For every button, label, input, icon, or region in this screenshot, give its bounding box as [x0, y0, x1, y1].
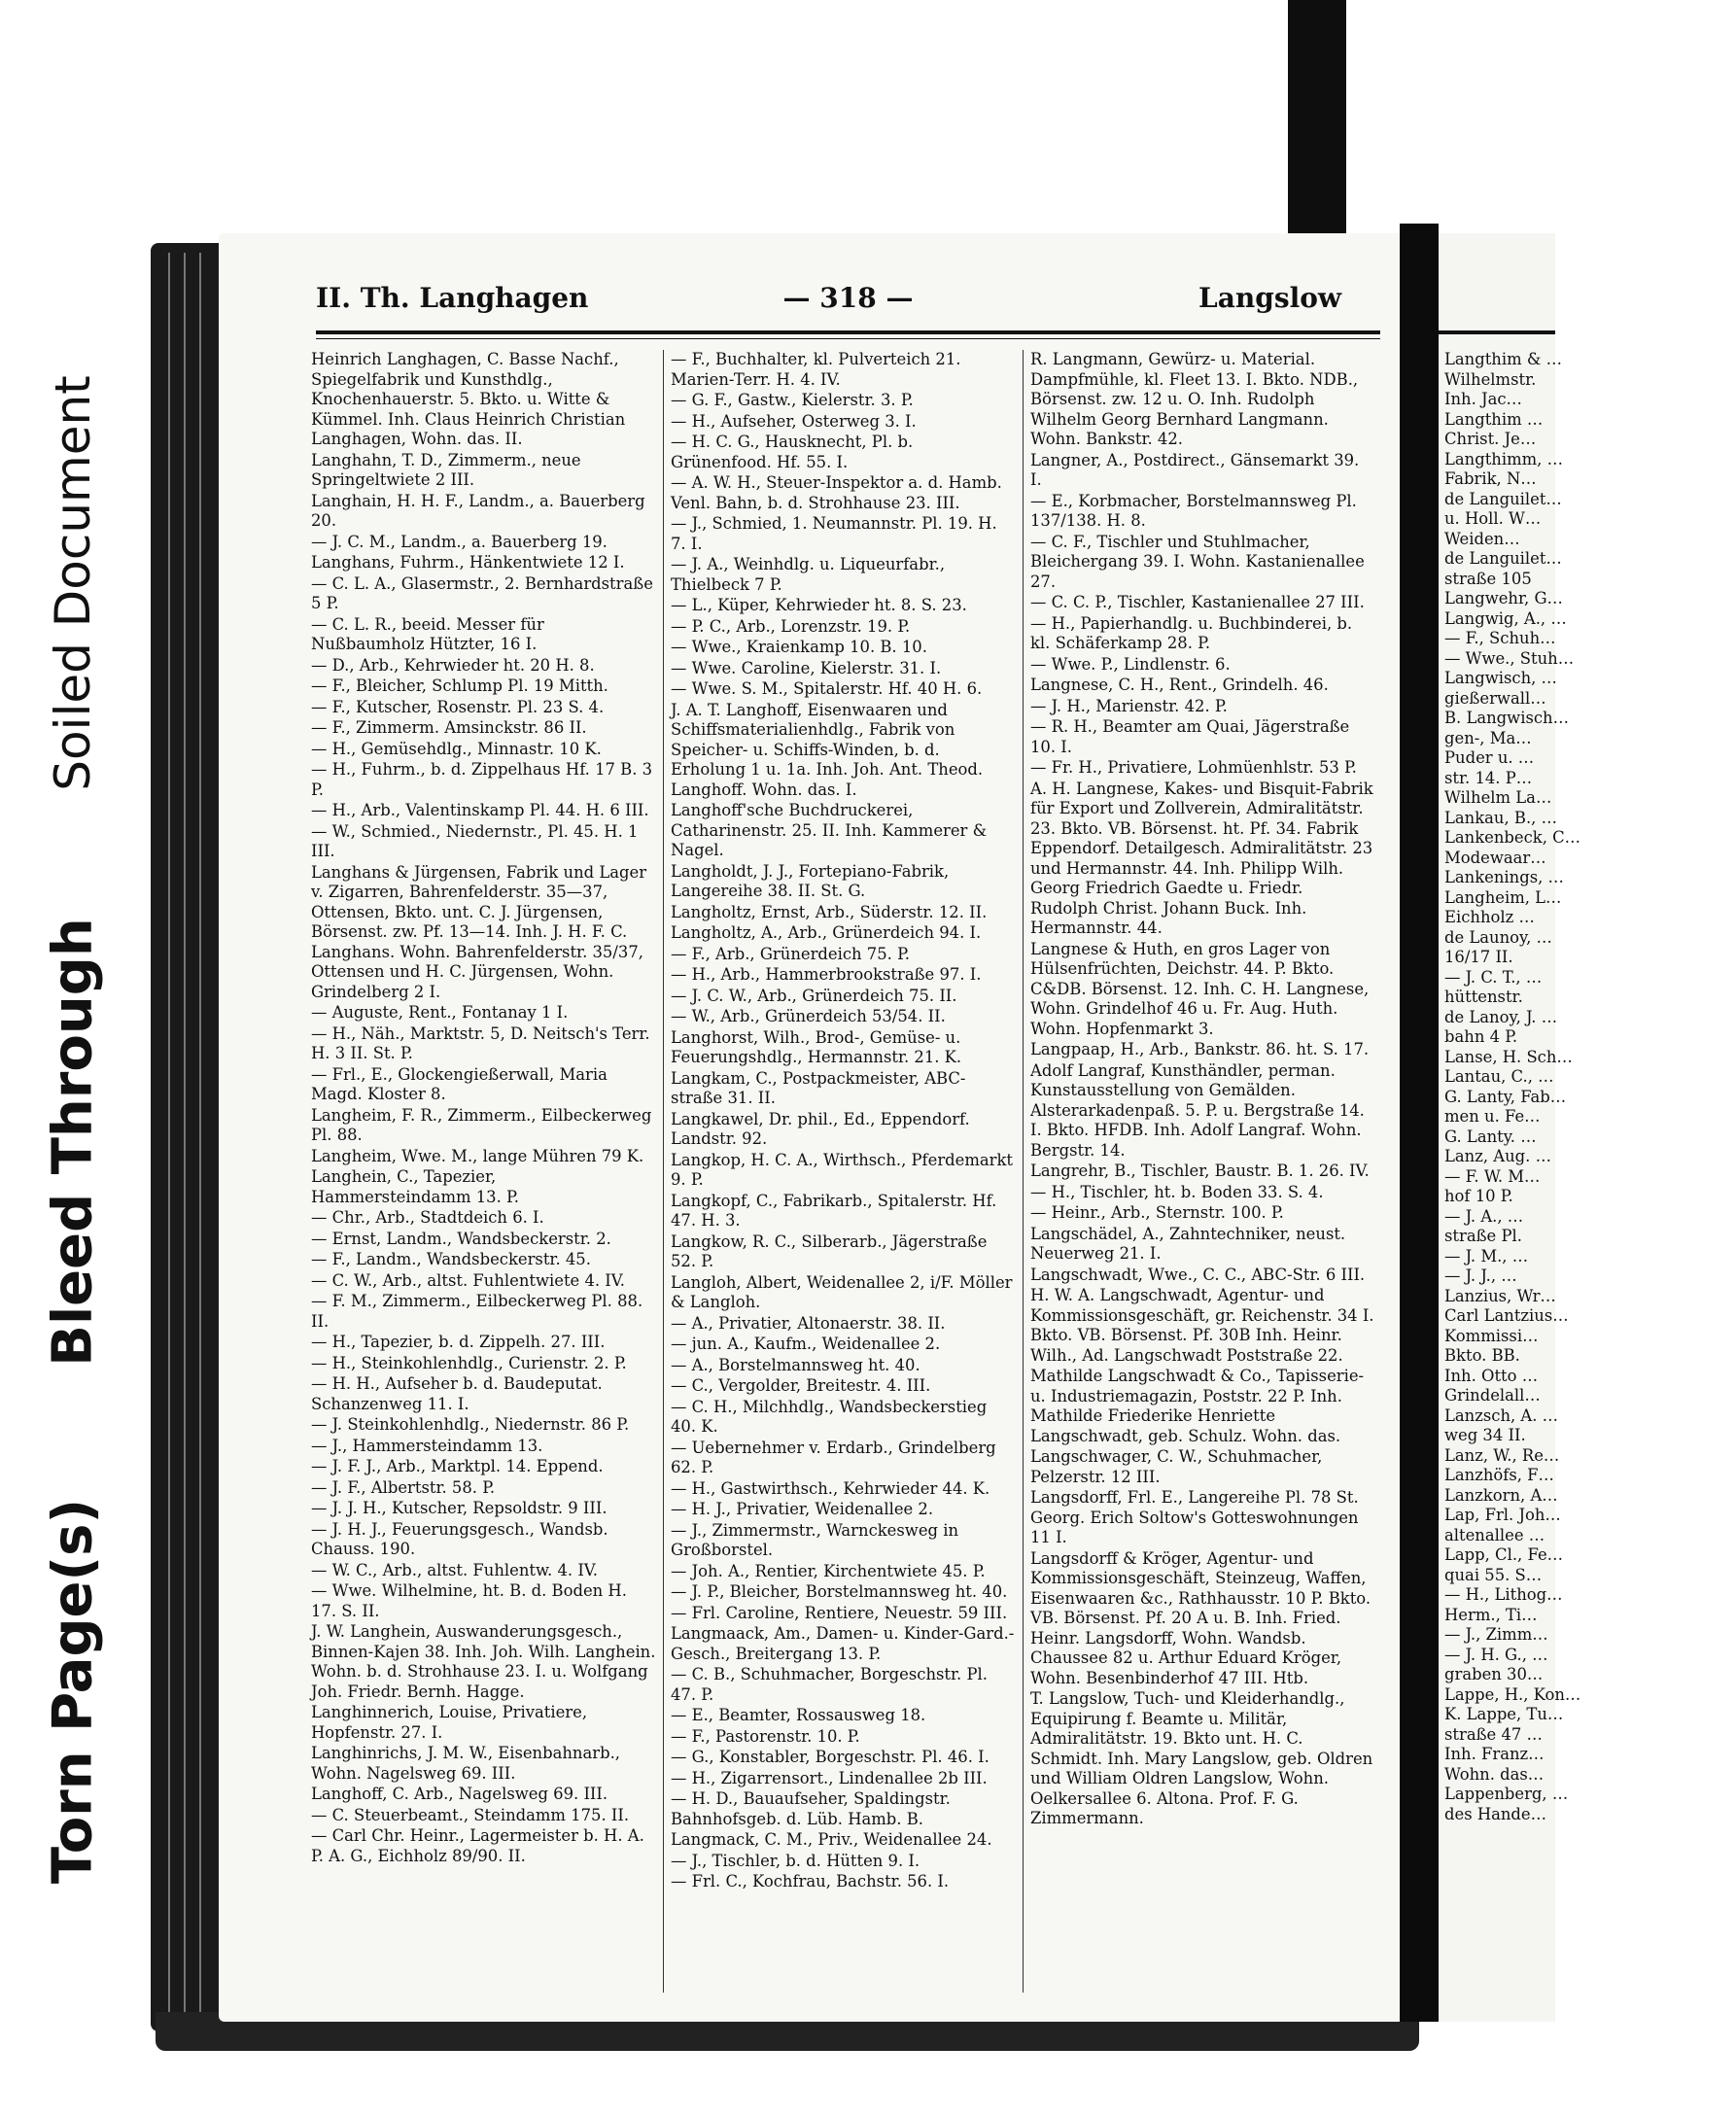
next-page-line: hüttenstr. [1444, 988, 1523, 1006]
directory-entry: Langhans, Fuhrm., Hänkentwiete 12 I. [311, 553, 625, 572]
directory-entry: — H., Näh., Marktstr. 5, D. Neitsch's Terr. H. 3 II. St. P. [311, 1023, 650, 1062]
book-gutter [1400, 224, 1439, 2022]
next-page-line: Lankenbeck, C… [1444, 828, 1581, 847]
directory-entry: — C., Vergolder, Breitestr. 4. III. [671, 1376, 931, 1395]
directory-entry: — J. J. H., Kutscher, Repsoldstr. 9 III. [311, 1499, 608, 1517]
directory-entry: — C. L. R., beeid. Messer für Nußbaumholz Hützter, 16 I. [311, 614, 544, 653]
directory-entry: — Heinr., Arb., Sternstr. 100. P. [1030, 1203, 1284, 1222]
directory-entry: — F., Bleicher, Schlump Pl. 19 Mitth. [311, 676, 608, 695]
next-page-line: Lanzsch, A. … [1444, 1405, 1559, 1425]
directory-entry: Langheim, F. R., Zimmerm., Eilbeckerweg Pl. 88. [311, 1105, 652, 1144]
directory-entry: Langschwadt, Wwe., C. C., ABC-Str. 6 III. [1030, 1265, 1366, 1284]
directory-entry: Langholtz, Ernst, Arb., Süderstr. 12. II. [671, 902, 988, 921]
next-page-line: de Languilet… [1444, 489, 1562, 508]
directory-entry: — H., Steinkohlenhdlg., Curienstr. 2. P. [311, 1353, 627, 1372]
next-page-line: Lap, Frl. Joh… [1444, 1506, 1561, 1524]
directory-entry: — Chr., Arb., Stadtdeich 6. I. [311, 1208, 544, 1227]
next-page-line: — Wwe., Stuh… [1444, 648, 1575, 668]
header-rule [316, 330, 1380, 334]
directory-entry: — J. H. J., Feuerungsgesch., Wandsb. Chauss. 190. [311, 1519, 608, 1558]
directory-entry: R. Langmann, Gewürz- u. Material. Dampfmühle, kl. Fleet 13. I. Bkto. NDB., Börsenst. zw. 12 u. O. Inh. Rudolph Wilhelm Georg Bernhard Langmann. Wohn. Bankstr. 42. [1030, 350, 1359, 448]
directory-entry: Langhorst, Wilh., Brod-, Gemüse- u. Feuerungshdlg., Hermannstr. 21. K. [671, 1027, 962, 1066]
bleed-through-label: Bleed Through [41, 918, 105, 1367]
directory-entry: T. Langslow, Tuch- und Kleiderhandlg., Equipirung f. Beamte u. Militär, Admiralitätstr. 19. Bkto unt. H. C. Schmidt. Inh. Mary Langslow, geb. Oldren und William Oldren Langslow, Wohn. Oelkersallee 6. Altona. Prof. F. G. Zimmermann. [1030, 1689, 1373, 1827]
next-page-line: G. Lanty, Fab… [1444, 1087, 1567, 1106]
directory-entry: — Frl., E., Glockengießerwall, Maria Magd. Kloster 8. [311, 1064, 608, 1103]
scanner-margin [0, 0, 146, 2116]
column-3 [1030, 350, 1375, 2002]
next-page-line: Wilhelm La… [1444, 788, 1552, 807]
next-page-line: Weiden… [1444, 529, 1520, 548]
directory-entry: — H., Arb., Valentinskamp Pl. 44. H. 6 III. [311, 801, 649, 819]
next-page-line: Langwig, A., … [1444, 608, 1567, 628]
directory-entry: — C. L. A., Glasermstr., 2. Bernhardstraße 5 P. [311, 573, 653, 612]
directory-entry: — G. F., Gastw., Kielerstr. 3. P. [671, 391, 914, 409]
directory-entry: A. H. Langnese, Kakes- und Bisquit-Fabrik für Export und Zollverein, Admiralitätstr. 23. Bkto. VB. Börsenst. ht. Pf. 34. Fabrik Eppendorf. Detailgesch. Admiralitätstr. 23 und Hermannstr. 44. Inh. Philipp Wilh. Georg Friedrich Gaedte u. Friedr. Rudolph Christ. Johann Buck. Inh. Hermannstr. 44. [1030, 779, 1373, 937]
next-page-line: — J. M., … [1444, 1246, 1529, 1266]
directory-entry: Langhinrichs, J. M. W., Eisenbahnarb., Wohn. Nagelsweg 69. III. [311, 1744, 621, 1783]
next-page-line: — J., Zimm… [1444, 1625, 1548, 1644]
directory-entry: Langkop, H. C. A., Wirthsch., Pferdemarkt 9. P. [671, 1150, 1014, 1189]
next-page-line: weg 34 II. [1444, 1426, 1526, 1444]
directory-entry: Langholtz, A., Arb., Grünerdeich 94. I. [671, 923, 982, 942]
directory-entry: — Joh. A., Rentier, Kirchentwiete 45. P. [671, 1561, 986, 1580]
next-page-line: quai 55. S… [1444, 1565, 1543, 1584]
directory-entry: — H. C. G., Hausknecht, Pl. b. Grünenfood. Hf. 55. I. [671, 433, 914, 471]
directory-entry: — C. B., Schuhmacher, Borgeschstr. Pl. 47. P. [671, 1665, 988, 1704]
next-page-line: altenallee … [1444, 1525, 1545, 1544]
directory-entry: Langkopf, C., Fabrikarb., Spitalerstr. Hf. 47. H. 3. [671, 1191, 997, 1230]
next-page-header-rule [1439, 330, 1555, 334]
next-page-lines [1444, 350, 1736, 1824]
column-2 [671, 350, 1016, 2002]
directory-entry: — J. C. M., Landm., a. Bauerberg 19. [311, 532, 608, 551]
next-page-line: Wohn. das… [1444, 1764, 1545, 1784]
directory-entry: Langrehr, B., Tischler, Baustr. B. 1. 26. IV. [1030, 1162, 1370, 1180]
next-page-line: des Hande… [1444, 1804, 1547, 1823]
directory-entry: — J. H., Marienstr. 42. P. [1030, 696, 1228, 715]
directory-entry: — Carl Chr. Heinr., Lagermeister b. H. A. P. A. G., Eichholz 89/90. II. [311, 1826, 644, 1865]
directory-entry: Langhein, C., Tapezier, Hammersteindamm 13. P. [311, 1167, 519, 1206]
directory-entry: Langmack, C. M., Priv., Weidenallee 24. [671, 1830, 992, 1849]
directory-entry: — F., Zimmerm. Amsinckstr. 86 II. [311, 718, 587, 737]
next-page-line: B. Langwisch… [1444, 709, 1569, 727]
next-page-line: — J. H. G., … [1444, 1645, 1548, 1664]
directory-entry: — C. W., Arb., altst. Fuhlentwiete 4. IV. [311, 1270, 625, 1290]
directory-entry: — Uebernehmer v. Erdarb., Grindelberg 62. P. [671, 1438, 996, 1476]
header-rule-thin [316, 338, 1380, 339]
next-page-line: Lappenberg, … [1444, 1785, 1569, 1803]
directory-entry: — H., Gemüsehdlg., Minnastr. 10 K. [311, 739, 602, 758]
next-page-line: graben 30… [1444, 1665, 1544, 1683]
directory-entry: — H., Fuhrm., b. d. Zippelhaus Hf. 17 B. 3 P. [311, 760, 653, 799]
directory-entry: Langkam, C., Postpackmeister, ABC-straße 31. II. [671, 1068, 966, 1107]
directory-entry: — Wwe. Caroline, Kielerstr. 31. I. [671, 658, 942, 677]
next-page-line: Langwisch, … [1444, 669, 1557, 687]
next-page-line: Christ. Je… [1444, 430, 1537, 448]
next-page-line: 16/17 II. [1444, 948, 1513, 966]
soiled-document-label: Soiled Document [45, 375, 101, 791]
directory-entry: — C. F., Tischler und Stuhlmacher, Bleichergang 39. I. Wohn. Kastanienallee 27. [1030, 532, 1365, 591]
directory-entry: — J. F. J., Arb., Marktpl. 14. Eppend. [311, 1457, 604, 1475]
column-divider [1023, 350, 1024, 1993]
next-page-line: Grindelall… [1444, 1386, 1541, 1405]
directory-entry: — H., Tischler, ht. b. Boden 33. S. 4. [1030, 1182, 1324, 1201]
next-page-line: Herm., Ti… [1444, 1605, 1538, 1624]
next-page-line: Inh. Jac… [1444, 390, 1522, 408]
directory-entry: Langkawel, Dr. phil., Ed., Eppendorf. Landstr. 92. [671, 1109, 970, 1148]
directory-entry: Langsdorff & Kröger, Agentur- und Kommissionsgeschäft, Steinzeug, Waffen, Eisenwaaren &c., Rathhausstr. 10 P. Bkto. VB. Börsenst. Pf. 20 A u. B. Inh. Fried. Heinr. Langsdorff, Wohn. Wandsb. Chaussee 82 u. Arthur Eduard Kröger, Wohn. Besenbinderhof 47 III. Htb. [1030, 1548, 1371, 1687]
directory-entry: H. W. A. Langschwadt, Agentur- und Kommissionsgeschäft, gr. Reichenstr. 34 I. Bkto. VB. Börsenst. Pf. 30B Inh. Heinr. Wilh., Ad. Langschwadt Poststraße 22. [1030, 1286, 1374, 1365]
running-header [316, 282, 1380, 321]
directory-entry: — Frl. Caroline, Rentiere, Neuestr. 59 III. [671, 1603, 1008, 1622]
page-number: — 318 — [782, 282, 914, 314]
directory-entry: — J., Schmied, 1. Neumannstr. Pl. 19. H. 7. I. [671, 514, 997, 553]
directory-entry: — Auguste, Rent., Fontanay 1 I. [311, 1003, 569, 1022]
directory-entry: — G., Konstabler, Borgeschstr. Pl. 46. I. [671, 1748, 990, 1766]
next-page-line: Lanse, H. Sch… [1444, 1047, 1573, 1066]
directory-entry: — H., Tapezier, b. d. Zippelh. 27. III. [311, 1333, 606, 1351]
directory-page [219, 233, 1400, 2022]
directory-entry: — J., Tischler, b. d. Hütten 9. I. [671, 1851, 920, 1870]
column-divider [663, 350, 664, 1993]
next-page-line: de Languilet… [1444, 549, 1562, 568]
directory-entry: Langhain, H. H. F., Landm., a. Bauerberg 20. [311, 491, 645, 530]
next-page-line: — J. J., … [1444, 1266, 1517, 1285]
torn-pages-label: Torn Page(s) [41, 1498, 105, 1885]
directory-entry: Langsdorff, Frl. E., Langereihe Pl. 78 St. Georg. Erich Soltow's Gotteswohnungen 11 I. [1030, 1488, 1359, 1546]
next-page-line: straße 47 … [1444, 1724, 1543, 1744]
directory-entry: — J., Zimmermstr., Warnckesweg in Großborstel. [671, 1520, 959, 1559]
directory-entry: — J. A., Weinhdlg. u. Liqueurfabr., Thielbeck 7 P. [671, 555, 946, 594]
next-page-line: Puder u. … [1444, 748, 1535, 767]
next-page-line: — F., Schuh… [1444, 629, 1556, 647]
next-page-line: — J. C. T., … [1444, 967, 1543, 987]
directory-entry: — J. P., Bleicher, Borstelmannsweg ht. 40. [671, 1582, 1008, 1601]
directory-entry: J. W. Langhein, Auswanderungsgesch., Binnen-Kajen 38. Inh. Joh. Wilh. Langhein. Wohn. b. d. Strohhause 23. I. u. Wolfgang Joh. Friedr. Bernh. Hagge. [311, 1622, 656, 1701]
next-page-line: Wilhelmstr. [1444, 369, 1537, 389]
next-page-line: gen-, Ma… [1444, 728, 1532, 747]
next-page-line: Langthimm, … [1444, 449, 1563, 468]
directory-columns [311, 350, 1380, 2002]
directory-entry: — Wwe. S. M., Spitalerstr. Hf. 40 H. 6. [671, 679, 983, 698]
directory-entry: — R. H., Beamter am Quai, Jägerstraße 10. I. [1030, 717, 1350, 756]
directory-entry: Langnese & Huth, en gros Lager von Hülsenfrüchten, Deichstr. 44. P. Bkto. C&DB. Börsenst. 12. Inh. C. H. Langnese, Wohn. Grindelhof 46 u. Fr. Aug. Huth. Wohn. Hopfenmarkt 3. [1030, 939, 1370, 1038]
directory-entry: Langheim, Wwe. M., lange Mühren 79 K. [311, 1146, 644, 1165]
directory-entry: Langhoff'sche Buchdruckerei, Catharinenstr. 25. II. Inh. Kammerer & Nagel. [671, 801, 988, 859]
directory-entry: — C. Steuerbeamt., Steindamm 175. II. [311, 1805, 630, 1824]
next-page-line: — F. W. M… [1444, 1166, 1541, 1186]
directory-entry: — jun. A., Kaufm., Weidenallee 2. [671, 1335, 941, 1353]
next-page-line: — J. A., … [1444, 1206, 1524, 1226]
next-page-line: Langwehr, G… [1444, 589, 1563, 607]
next-page-line: straße Pl. [1444, 1227, 1522, 1245]
next-page-line: Lapp, Cl., Fe… [1444, 1545, 1564, 1564]
next-page-line: Inh. Franz… [1444, 1745, 1545, 1763]
directory-entry: — J. Steinkohlenhdlg., Niedernstr. 86 P. [311, 1415, 630, 1434]
directory-entry: Langhoff, C. Arb., Nagelsweg 69. III. [311, 1785, 608, 1803]
next-page-line: straße 105 [1444, 569, 1532, 588]
scan-background-bar [1288, 0, 1346, 233]
next-page-line: K. Lappe, Tu… [1444, 1705, 1564, 1723]
directory-entry: — H., Arb., Hammerbrookstraße 97. I. [671, 965, 982, 984]
directory-entry: — F., Pastorenstr. 10. P. [671, 1726, 860, 1746]
directory-entry: — H., Gastwirthsch., Kehrwieder 44. K. [671, 1478, 990, 1498]
column-1 [311, 350, 656, 2002]
next-page-line: Inh. Otto … [1444, 1366, 1539, 1385]
next-page-fragment [1439, 233, 1581, 2022]
directory-entry: — Ernst, Landm., Wandsbeckerstr. 2. [311, 1229, 611, 1248]
book-page-edges [151, 243, 224, 2031]
directory-entry: — W., Arb., Grünerdeich 53/54. II. [671, 1007, 946, 1025]
next-page-line: Langthim & … [1444, 350, 1563, 368]
directory-entry: J. A. T. Langhoff, Eisenwaaren und Schiffsmaterialienhdlg., Fabrik von Speicher- u. Schiffs-Winden, b. d. Erholung 1 u. 1a. Inh. Joh. Ant. Theod. Langhoff. Wohn. das. I. [671, 700, 984, 799]
directory-entry: — Frl. C., Kochfrau, Bachstr. 56. I. [671, 1872, 950, 1891]
directory-entry: Heinrich Langhagen, C. Basse Nachf., Spiegelfabrik und Kunsthdlg., Knochenhauerstr. 5. Bkto. u. Witte & Kümmel. Inh. Claus Heinrich Christian Langhagen, Wohn. das. II. [311, 350, 626, 448]
next-page-line: de Launoy, … [1444, 927, 1552, 947]
next-page-line: Lantau, C., … [1444, 1067, 1554, 1086]
directory-entry: — J. F., Albertstr. 58. P. [311, 1477, 496, 1497]
next-page-line: Lankau, B., … [1444, 808, 1557, 827]
directory-entry: — L., Küper, Kehrwieder ht. 8. S. 23. [671, 596, 967, 614]
next-page-line: Lanzius, Wr… [1444, 1286, 1556, 1305]
directory-entry: — H. D., Bauaufseher, Spaldingstr. Bahnhofsgeb. d. Lüb. Hamb. B. [671, 1789, 951, 1828]
next-page-line: Lappe, H., Kon… [1444, 1684, 1581, 1704]
next-page-line: Bkto. BB. [1444, 1346, 1520, 1365]
directory-entry: — W. C., Arb., altst. Fuhlentw. 4. IV. [311, 1560, 598, 1579]
directory-entry: — H. J., Privatier, Weidenallee 2. [671, 1500, 934, 1518]
next-page-line: Eichholz … [1444, 908, 1535, 926]
directory-entry: — Wwe., Kraienkamp 10. B. 10. [671, 638, 927, 656]
next-page-line: Lanzhöfs, F… [1444, 1466, 1554, 1484]
next-page-line: — H., Lithog… [1444, 1585, 1563, 1604]
directory-entry: — F., Landm., Wandsbeckerstr. 45. [311, 1250, 591, 1268]
directory-entry: — C. H., Milchhdlg., Wandsbeckerstieg 40. K. [671, 1397, 988, 1436]
next-page-line: bahn 4 P. [1444, 1027, 1518, 1046]
next-page-line: men u. Fe… [1444, 1107, 1541, 1126]
next-page-line: Lanzkorn, A… [1444, 1485, 1558, 1505]
directory-entry: Langner, A., Postdirect., Gänsemarkt 39. I. [1030, 450, 1360, 489]
next-page-line: gießerwall… [1444, 688, 1546, 708]
directory-entry: Langhans & Jürgensen, Fabrik und Lager v. Zigarren, Bahrenfelderstr. 35—37, Ottensen, Bkto. unt. C. J. Jürgensen, Börsenst. zw. Pf. 13—14. Inh. J. H. F. C. Langhans. Wohn. Bahrenfelderstr. 35/37, Ottensen und H. C. Jürgensen, Wohn. Grindelberg 2 I. [311, 862, 647, 1001]
directory-entry: — F., Arb., Grünerdeich 75. P. [671, 944, 910, 963]
directory-entry: — C. C. P., Tischler, Kastanienallee 27 III. [1030, 593, 1365, 611]
directory-entry: — D., Arb., Kehrwieder ht. 20 H. 8. [311, 655, 595, 675]
directory-entry: — Fr. H., Privatiere, Lohmüenhlstr. 53 P. [1030, 758, 1357, 777]
directory-entry: Langholdt, J. J., Fortepiano-Fabrik, Langereihe 38. II. St. G. [671, 861, 950, 900]
directory-entry: Langhinnerich, Louise, Privatiere, Hopfenstr. 27. I. [311, 1703, 588, 1742]
directory-entry: Langnese, C. H., Rent., Grindelh. 46. [1030, 676, 1329, 694]
directory-entry: — J. C. W., Arb., Grünerdeich 75. II. [671, 986, 957, 1005]
directory-entry: — H., Aufseher, Osterweg 3. I. [671, 411, 917, 431]
directory-entry: — H. H., Aufseher b. d. Baudeputat. Schanzenweg 11. I. [311, 1374, 603, 1413]
directory-entry: — E., Korbmacher, Borstelmannsweg Pl. 137/138. H. 8. [1030, 491, 1357, 530]
next-page-line: Modewaar… [1444, 848, 1546, 867]
directory-entry: Langpaap, H., Arb., Bankstr. 86. ht. S. 17. [1030, 1040, 1370, 1058]
directory-entry: Langloh, Albert, Weidenallee 2, i/F. Möller & Langloh. [671, 1272, 1013, 1311]
directory-entry: — P. C., Arb., Lorenzstr. 19. P. [671, 616, 911, 636]
directory-entry: Mathilde Langschwadt & Co., Tapisserie- u. Industriemagazin, Poststr. 22 P. Inh. Mathilde Friederike Henriette Langschwadt, geb. Schulz. Wohn. das. [1030, 1367, 1365, 1445]
next-page-line: Lankenings, … [1444, 868, 1564, 886]
next-page-line: Langthim … [1444, 409, 1544, 429]
directory-entry: — Wwe. Wilhelmine, ht. B. d. Boden H. 17. S. II. [311, 1581, 627, 1620]
header-left: II. Th. Langhagen [316, 282, 589, 314]
directory-entry: — A., Privatier, Altonaerstr. 38. II. [671, 1313, 946, 1333]
directory-entry: Langhahn, T. D., Zimmerm., neue Springeltwiete 2 III. [311, 450, 581, 489]
next-page-line: Fabrik, N… [1444, 469, 1537, 488]
directory-entry: — Wwe. P., Lindlenstr. 6. [1030, 654, 1231, 674]
directory-entry: Adolf Langraf, Kunsthändler, perman. Kunstausstellung von Gemälden. Alsterarkadenpaß. 5. P. u. Bergstraße 14. I. Bkto. HFDB. Inh. Adolf Langraf. Wohn. Bergstr. 14. [1030, 1060, 1365, 1160]
next-page-line: str. 14. P… [1444, 768, 1533, 787]
directory-entry: — J., Hammersteindamm 13. [311, 1436, 543, 1455]
directory-entry: — A. W. H., Steuer-Inspektor a. d. Hamb. Venl. Bahn, b. d. Strohhause 23. III. [671, 473, 1002, 512]
next-page-line: G. Lanty. … [1444, 1127, 1537, 1146]
directory-entry: Langschädel, A., Zahntechniker, neust. Neuerweg 21. I. [1030, 1224, 1346, 1263]
directory-entry: — F., Buchhalter, kl. Pulverteich 21. Marien-Terr. H. 4. IV. [671, 350, 961, 389]
directory-entry: — H., Zigarrensort., Lindenallee 2b III. [671, 1768, 988, 1787]
next-page-line: Carl Lantzius… [1444, 1306, 1569, 1325]
directory-entry: — H., Papierhandlg. u. Buchbinderei, b. kl. Schäferkamp 28. P. [1030, 613, 1353, 652]
directory-entry: Langschwager, C. W., Schuhmacher, Pelzerstr. 12 III. [1030, 1447, 1323, 1486]
next-page-line: u. Holl. W… [1444, 509, 1542, 528]
directory-entry: — E., Beamter, Rossausweg 18. [671, 1706, 926, 1724]
directory-entry: — A., Borstelmannsweg ht. 40. [671, 1355, 920, 1374]
directory-entry: — F., Kutscher, Rosenstr. Pl. 23 S. 4. [311, 697, 605, 716]
next-page-line: hof 10 P. [1444, 1187, 1513, 1205]
directory-entry: — W., Schmied., Niedernstr., Pl. 45. H. 1 III. [311, 821, 639, 860]
directory-entry: Langkow, R. C., Silberarb., Jägerstraße 52. P. [671, 1231, 988, 1270]
next-page-line: de Lanoy, J. … [1444, 1007, 1558, 1026]
directory-entry: — F. M., Zimmerm., Eilbeckerweg Pl. 88. II. [311, 1292, 643, 1331]
next-page-line: Langheim, L… [1444, 887, 1562, 907]
next-page-line: Kommissi… [1444, 1326, 1539, 1345]
next-page-line: Lanz, W., Re… [1444, 1445, 1560, 1465]
header-right: Langslow [1198, 282, 1341, 314]
directory-entry: Langmaack, Am., Damen- u. Kinder-Gard.-Gesch., Breitergang 13. P. [671, 1624, 1015, 1663]
next-page-line: Lanz, Aug. … [1444, 1147, 1551, 1165]
